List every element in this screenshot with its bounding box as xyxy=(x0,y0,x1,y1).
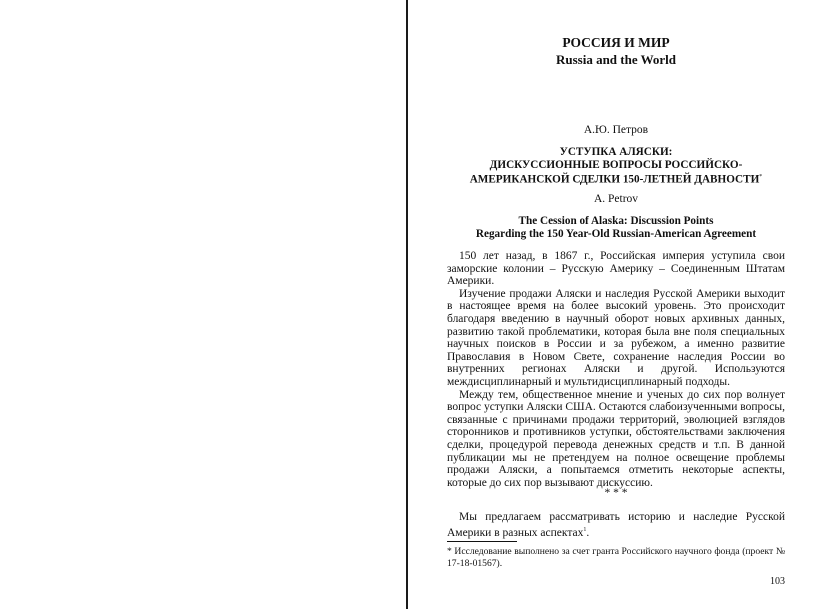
article-title-en xyxy=(447,215,785,240)
author-ru: А.Ю. Петров xyxy=(583,124,649,136)
footnote-ref: 1 xyxy=(583,526,587,533)
section-separator: * * * xyxy=(604,487,628,499)
article-body-continued xyxy=(447,511,785,539)
paragraph: 150 лет назад, в 1867 г., Российская империя уступила свои заморские колонии – Русскую Америку – Соединенным Штатам Америки. xyxy=(447,250,785,288)
left-page-blank xyxy=(0,0,406,609)
section-title-ru: РОССИЯ И МИР xyxy=(562,35,670,50)
page-number: 103 xyxy=(770,576,785,587)
title-ru-line: ДИСКУССИОННЫЕ ВОПРОСЫ РОССИЙСКО- xyxy=(489,158,743,171)
footnote-divider xyxy=(447,541,517,542)
paragraph: Мы предлагаем рассматривать историю и наследие Русской Америки в разных аспектах$^1$. xyxy=(447,511,785,539)
title-en-line: Regarding the 150 Year-Old Russian-American Agreement xyxy=(475,227,757,240)
footnote: * Исследование выполнено за счет гранта Российского научного фонда (проект № 17-18-01567). xyxy=(447,546,785,569)
section-title-en: Russia and the World xyxy=(555,52,677,67)
article-title-ru xyxy=(447,146,785,186)
footnote-mark: * xyxy=(759,174,763,180)
title-ru-line: УСТУПКА АЛЯСКИ: xyxy=(559,146,673,158)
title-en-line: The Cession of Alaska: Discussion Points xyxy=(518,215,714,227)
article-body xyxy=(447,250,785,489)
title-ru-line: АМЕРИКАНСКОЙ СДЕЛКИ 150-ЛЕТНЕЙ ДАВНОСТИ* xyxy=(469,173,763,186)
paragraph: Между тем, общественное мнение и ученых до сих пор волнует вопрос уступки Аляски США. Остаются слабоизученными вопросы, связанные с причинами продажи территорий, эволюцией взглядов сторонников и противников уступки, обстоятельствами заключения сделки, процедурой перевода денежных средств и т.п. В данной публикации мы не претендуем на полное освещение проблемы продажи Аляски, а попытаемся отметить некоторые аспекты, которые до сих пор вызывают дискуссию. xyxy=(447,388,785,489)
paragraph: Изучение продажи Аляски и наследия Русской Америки выходит в настоящее время на более высокий уровень. Это происходит благодаря введению в научный оборот новых архивных данных, развитию такой проблематики, которая была вне поля специальных научных поисков в России и за рубежом, а именно развитие Православия в Новом Свете, сохранение наследия России во внутренних регионах Аляски и другой. Используются междисциплинарный и мультидисциплинарный подходы. xyxy=(447,287,785,388)
author-en: A. Petrov xyxy=(593,193,639,205)
